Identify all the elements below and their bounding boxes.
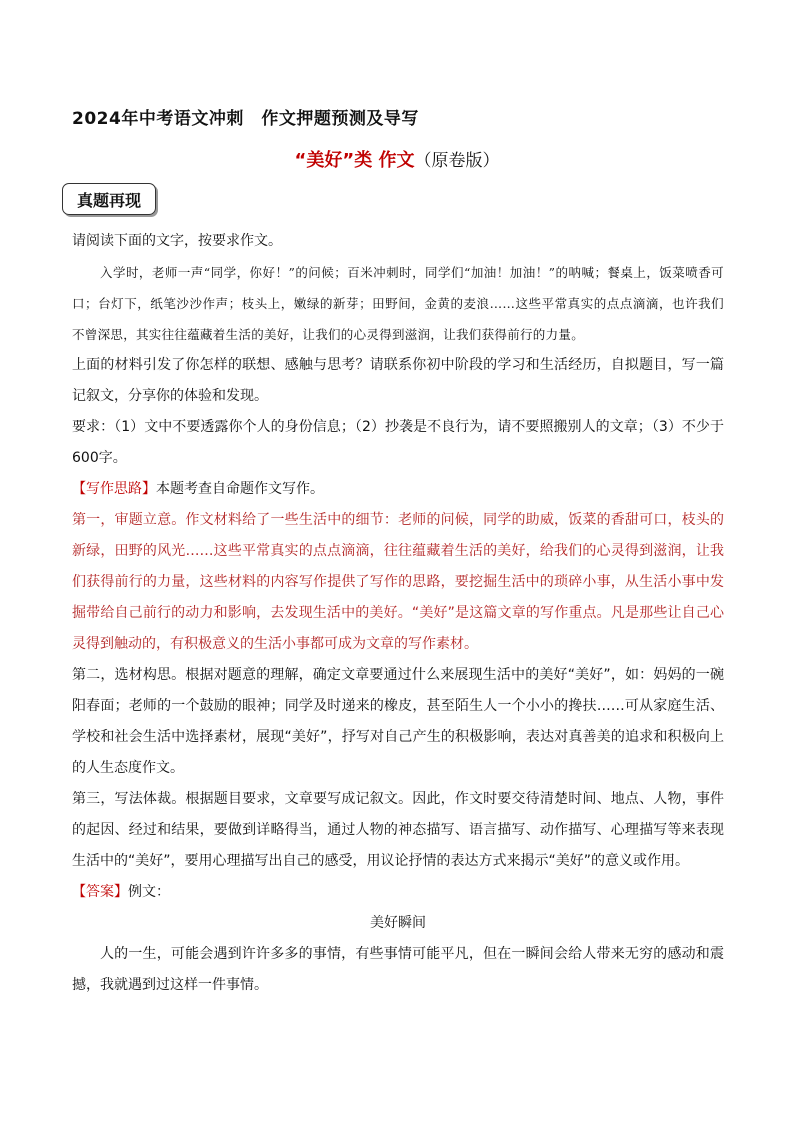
essay-paragraph: 人的一生，可能会遇到许许多多的事情，有些事情可能平凡，但在一瞬间会给人带来无穷的感动和震撼，我就遇到过这样一件事情。 <box>72 946 724 993</box>
subtitle-edition: （原卷版） <box>414 151 500 171</box>
answer-label-text: 例文： <box>128 884 170 900</box>
prompt-question: 上面的材料引发了你怎样的联想、感触与思考？请联系你初中阶段的学习和生活经历，自拟题目，写一篇记叙文，分享你的体验和发现。 <box>72 357 724 404</box>
answer-label: 【答案】 <box>72 884 128 900</box>
analysis-heading <box>72 474 724 505</box>
prompt-material: 入学时，老师一声“同学，你好！”的问候；百米冲刺时，同学们“加油！加油！”的呐喊；餐桌上，饭菜喷香可口；台灯下，纸笔沙沙作声；枝头上，嫩绿的新芽；田野间，金黄的麦浪……这些平常真实的点点滴滴，也许我们不曾深思，其实往往蕴藏着生活的美好，让我们的心灵得到滋润，让我们获得前行的力量。 <box>72 265 724 342</box>
answer-heading <box>72 877 724 908</box>
prompt-section <box>72 226 724 1001</box>
page-subtitle <box>0 146 794 172</box>
subtitle-topic: “美好”类 作文 <box>294 150 415 171</box>
analysis-label: 【写作思路】 <box>72 481 156 497</box>
section-label: 真题再现 <box>76 190 141 210</box>
prompt-requirements: 要求：（1）文中不要透露你个人的身份信息；（2）抄袭是不良行为，请不要照搬别人的文章；（3）不少于600字。 <box>72 419 724 466</box>
analysis-label-text: 本题考查自命题作文写作。 <box>156 481 324 497</box>
analysis-point-3: 第三，写法体裁。根据题目要求，文章要写成记叙文。因此，作文时要交待清楚时间、地点、人物，事件的起因、经过和结果，要做到详略得当，通过人物的神态描写、语言描写、动作描写、心理描写等来表现生活中的“美好”，要用心理描写出自己的感受，用议论抒情的表达方式来揭示“美好”的意义或作用。 <box>72 791 724 869</box>
prompt-intro: 请阅读下面的文字，按要求作文。 <box>72 233 282 249</box>
section-label-box <box>62 183 156 215</box>
essay-title: 美好瞬间 <box>370 915 426 931</box>
page-title: 2024年中考语文冲刺 作文押题预测及导写 <box>72 109 419 129</box>
analysis-point-2: 第二，选材构思。根据对题意的理解，确定文章要通过什么来展现生活中的美好“美好”，如：妈妈的一碗阳春面；老师的一个鼓励的眼神；同学及时递来的橡皮，甚至陌生人一个小小的搀扶……可从家庭生活、学校和社会生活中选择素材，展现“美好”，抒写对自己产生的积极影响，表达对真善美的追求和积极向上的人生态度作文。 <box>72 667 724 776</box>
analysis-point-1: 第一，审题立意。作文材料给了一些生活中的细节：老师的问候，同学的助威，饭菜的香甜可口，枝头的新绿，田野的风光……这些平常真实的点点滴滴，往往蕴藏着生活的美好，给我们的心灵得到滋润，让我们获得前行的力量，这些材料的内容写作提供了写作的思路，要挖掘生活中的琐碎小事，从生活小事中发掘带给自己前行的动力和影响，去发现生活中的美好。“美好”是这篇文章的写作重点。凡是那些让自己心灵得到触动的，有积极意义的生活小事都可成为文章的写作素材。 <box>72 512 724 652</box>
